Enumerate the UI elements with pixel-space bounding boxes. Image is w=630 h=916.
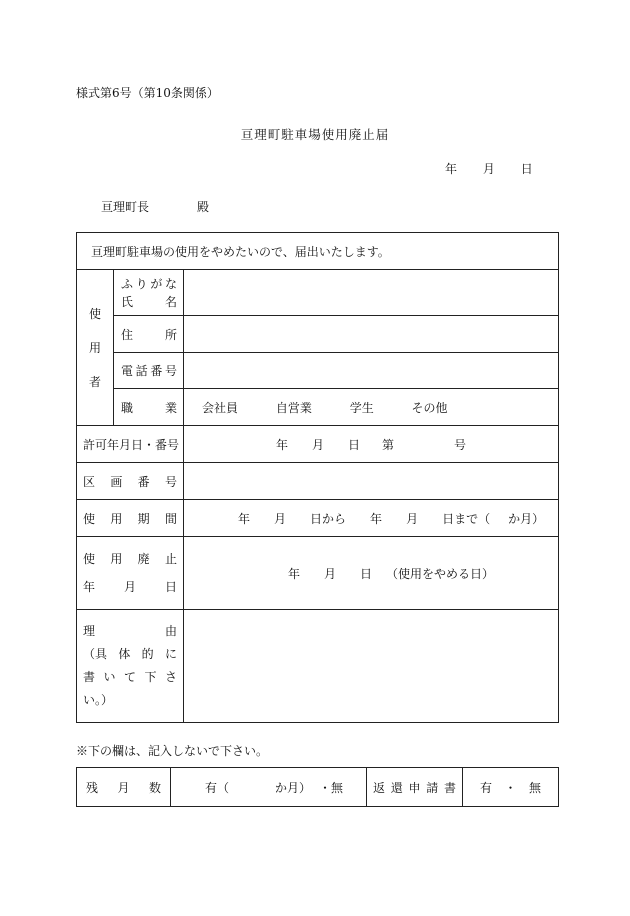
name-label: ふ り が な 氏 名 bbox=[114, 270, 184, 316]
submission-date bbox=[445, 160, 533, 177]
permit-label: 許可年月日・番号 bbox=[77, 426, 184, 463]
return-application-label: 返 還 申 請 書 bbox=[367, 768, 463, 807]
date-year-label: 年 bbox=[445, 162, 458, 176]
permit-field[interactable]: 年 月 日 第 号 bbox=[184, 426, 559, 463]
office-use-table bbox=[76, 767, 559, 807]
addressee bbox=[101, 198, 209, 215]
section-field[interactable] bbox=[184, 463, 559, 500]
address-label: 住 所 bbox=[114, 316, 184, 353]
permit-row bbox=[77, 426, 559, 463]
intro-row bbox=[77, 233, 559, 270]
stop-date-row bbox=[77, 537, 559, 610]
reason-row bbox=[77, 610, 559, 723]
occupation-row bbox=[77, 389, 559, 426]
document-title: 亘理町駐車場使用廃止届 bbox=[240, 127, 390, 142]
occupation-options bbox=[184, 389, 559, 426]
period-label: 使 用 期 間 bbox=[77, 500, 184, 537]
occupation-option-employee[interactable]: 会社員 bbox=[202, 400, 239, 415]
form-number: 様式第6号（第10条関係） bbox=[76, 86, 219, 100]
stop-date-field[interactable]: 年 月 日 （使用をやめる日） bbox=[184, 537, 559, 610]
date-day-label: 日 bbox=[520, 162, 533, 176]
remaining-months-label: 残 月 数 bbox=[77, 768, 171, 807]
date-month-label: 月 bbox=[482, 162, 495, 176]
period-field[interactable]: 年 月 日から 年 月 日まで（ か月） bbox=[184, 500, 559, 537]
section-label: 区 画 番 号 bbox=[77, 463, 184, 500]
phone-label: 電 話 番 号 bbox=[114, 353, 184, 389]
address-field[interactable] bbox=[184, 316, 559, 353]
occupation-option-self-employed[interactable]: 自営業 bbox=[275, 400, 312, 415]
name-row bbox=[77, 270, 559, 316]
honorific: 殿 bbox=[197, 200, 210, 214]
phone-row bbox=[77, 353, 559, 389]
occupation-option-other[interactable]: その他 bbox=[411, 400, 448, 415]
occupation-label: 職 業 bbox=[114, 389, 184, 426]
stop-date-label: 使 用 廃 止 年 月 日 bbox=[77, 537, 184, 610]
reason-field[interactable] bbox=[184, 610, 559, 723]
name-field[interactable] bbox=[184, 270, 559, 316]
return-application-value: 有 ・ 無 bbox=[463, 768, 559, 807]
phone-field[interactable] bbox=[184, 353, 559, 389]
user-group-label: 使 用 者 bbox=[77, 270, 114, 426]
occupation-option-student[interactable]: 学生 bbox=[349, 400, 374, 415]
remaining-months-value: 有（ か月） ・無 bbox=[171, 768, 367, 807]
intro-text: 亘理町駐車場の使用をやめたいので、届出いたします。 bbox=[77, 233, 559, 270]
application-table bbox=[76, 232, 559, 723]
addressee-name: 亘理町長 bbox=[101, 200, 150, 214]
reason-label: 理 由 （具 体 的 に 書 い て 下 さ い。） bbox=[77, 610, 184, 723]
office-use-row bbox=[77, 768, 559, 807]
section-row bbox=[77, 463, 559, 500]
address-row bbox=[77, 316, 559, 353]
office-use-note: ※下の欄は、記入しないで下さい。 bbox=[76, 744, 269, 758]
period-row bbox=[77, 500, 559, 537]
